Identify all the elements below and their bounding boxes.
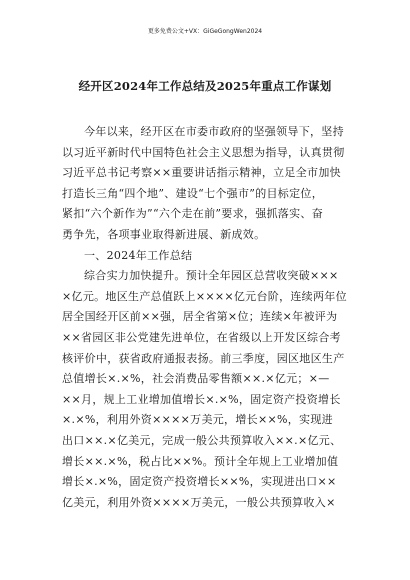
document-body (62, 122, 352, 513)
paragraph-line: 增长××.×%，税占比××%。预计全年规上工业增加值 (62, 454, 339, 468)
paragraph-line: ×亿元。地区生产总值跃上××××亿元台阶，连续两年位 (62, 289, 347, 303)
paragraph-line: 总值增长×.×%，社会消费品零售额××.×亿元；×— (62, 372, 330, 386)
section-heading: 一、2024年工作总结 (84, 248, 193, 262)
paragraph-line: ××省园区非公党建先进单位，在省级以上开发区综合考 (62, 330, 341, 344)
paragraph-line: 居全国经开区前××强，居全省第×位；连续×年被评为 (62, 310, 338, 324)
document-title: 经开区2024年工作总结及2025年重点工作谋划 (78, 79, 332, 93)
paragraph-line: 习近平总书记考察××重要讲话指示精神，立足全市加快 (62, 166, 341, 180)
paragraph-line: 以习近平新时代中国特色社会主义思想为指导，认真贯彻 (62, 145, 345, 159)
header-note: 更多免费公文+VX：GiGeGongWen2024 (147, 28, 263, 35)
paragraph-line: 打造长三角“四个地”、建设“七个强市”的目标定位， (62, 186, 323, 200)
paragraph-line: ×.×%，利用外资××××万美元，增长××%，实现进 (62, 413, 333, 427)
paragraph-line: 出口××.×亿美元，完成一般公共预算收入××.×亿元、 (62, 433, 342, 447)
paragraph-line: 紧扣“六个新作为”“六个走在前”要求，强抓落实、奋 (62, 207, 323, 221)
paragraph-line: 亿美元，利用外资××××万美元，一般公共预算收入× (62, 495, 336, 509)
paragraph-line: 综合实力加快提升。预计全年园区总营收突破××× (84, 269, 339, 283)
paragraph-line: 核评价中，获省政府通报表扬。前三季度，园区地区生产 (62, 351, 345, 365)
paragraph-line: 增长×.×%，固定资产投资增长××%，实现进出口×× (62, 475, 337, 489)
paragraph-line: 勇争先，各项事业取得新进展、新成效。 (62, 227, 266, 241)
paragraph-line: 今年以来，经开区在市委市政府的坚强领导下，坚持 (84, 125, 344, 138)
paragraph-line: ××月，规上工业增加值增长×.×%，固定资产投资增长 (62, 392, 341, 406)
